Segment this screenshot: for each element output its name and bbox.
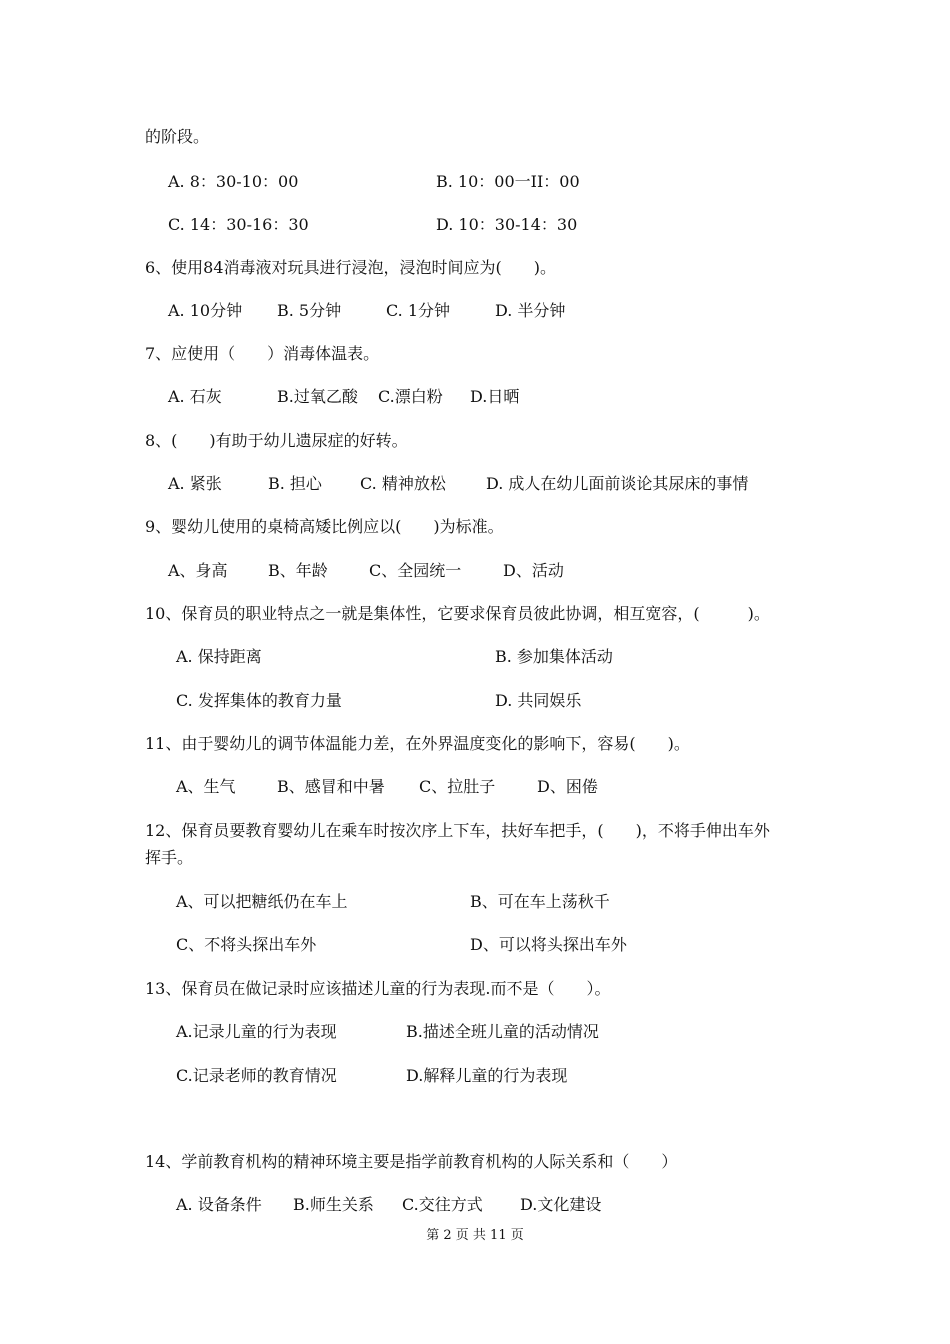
- question-12-stem-line-2: 挥手。: [145, 848, 194, 867]
- q14-option-d: D.文化建设: [520, 1195, 602, 1214]
- question-6-stem: 6、使用84消毒液对玩具进行浸泡，浸泡时间应为( )。: [145, 258, 557, 277]
- q13-option-b: B.描述全班儿童的活动情况: [406, 1022, 599, 1041]
- q7-option-c: C.漂白粉: [378, 387, 443, 406]
- question-14-stem: 14、学前教育机构的精神环境主要是指学前教育机构的人际关系和（ ）: [145, 1152, 678, 1171]
- q11-option-a: A、生气: [176, 777, 236, 796]
- q10-option-b: B. 参加集体活动: [495, 647, 613, 666]
- q6-option-a: A. 10分钟: [168, 301, 243, 320]
- q6-option-b: B. 5分钟: [277, 301, 342, 320]
- q13-option-a: A.记录儿童的行为表现: [176, 1022, 337, 1041]
- q14-option-a: A. 设备条件: [176, 1195, 262, 1214]
- question-10-stem: 10、保育员的职业特点之一就是集体性，它要求保育员彼此协调，相互宽容，( )。: [145, 604, 770, 623]
- question-11-stem: 11、由于婴幼儿的调节体温能力差，在外界温度变化的影响下，容易( )。: [145, 734, 690, 753]
- q5-option-d: D. 10：30-14：30: [436, 215, 578, 234]
- q8-option-a: A. 紧张: [168, 474, 222, 493]
- q9-option-d: D、活动: [503, 561, 564, 580]
- question-7-stem: 7、应使用（ ）消毒体温表。: [145, 344, 380, 363]
- q10-option-c: C. 发挥集体的教育力量: [176, 691, 342, 710]
- q5-option-a: A. 8：30-10：00: [168, 172, 299, 191]
- q5-option-c: C. 14：30-16：30: [168, 215, 309, 234]
- q10-option-d: D. 共同娱乐: [495, 691, 582, 710]
- q12-option-d: D、可以将头探出车外: [470, 935, 627, 954]
- q7-option-b: B.过氧乙酸: [277, 387, 358, 406]
- q12-option-c: C、不将头探出车外: [176, 935, 317, 954]
- q10-option-a: A. 保持距离: [176, 647, 262, 666]
- question-8-stem: 8、( )有助于幼儿遗尿症的好转。: [145, 431, 408, 450]
- q11-option-d: D、困倦: [537, 777, 598, 796]
- question-12-stem-line-1: 12、保育员要教育婴幼儿在乘车时按次序上下车，扶好车把手，( )，不将手伸出车外: [145, 821, 770, 840]
- q8-option-d: D. 成人在幼儿面前谈论其尿床的事情: [486, 474, 749, 493]
- q6-option-c: C. 1分钟: [386, 301, 451, 320]
- q11-option-b: B、感冒和中暑: [277, 777, 385, 796]
- question-9-stem: 9、婴幼儿使用的桌椅高矮比例应以( )为标准。: [145, 517, 504, 536]
- q12-option-b: B、可在车上荡秋千: [470, 892, 610, 911]
- page-number-footer: 第 2 页 共 11 页: [426, 1228, 524, 1243]
- q7-option-a: A. 石灰: [168, 387, 222, 406]
- q9-option-c: C、全园统一: [369, 561, 462, 580]
- q14-option-c: C.交往方式: [402, 1195, 483, 1214]
- q5-option-b: B. 10：00一II：00: [436, 172, 580, 191]
- q9-option-b: B、年龄: [268, 561, 328, 580]
- question-13-stem: 13、保育员在做记录时应该描述儿童的行为表现.而不是（ ）。: [145, 979, 611, 998]
- q8-option-c: C. 精神放松: [360, 474, 446, 493]
- q13-option-c: C.记录老师的教育情况: [176, 1066, 337, 1085]
- q13-option-d: D.解释儿童的行为表现: [406, 1066, 568, 1085]
- question-5-continuation: 的阶段。: [145, 127, 210, 146]
- q6-option-d: D. 半分钟: [495, 301, 566, 320]
- q11-option-c: C、拉肚子: [419, 777, 496, 796]
- q14-option-b: B.师生关系: [293, 1195, 374, 1214]
- q8-option-b: B. 担心: [268, 474, 322, 493]
- q7-option-d: D.日晒: [470, 387, 520, 406]
- q12-option-a: A、可以把糖纸仍在车上: [176, 892, 348, 911]
- q9-option-a: A、身高: [168, 561, 228, 580]
